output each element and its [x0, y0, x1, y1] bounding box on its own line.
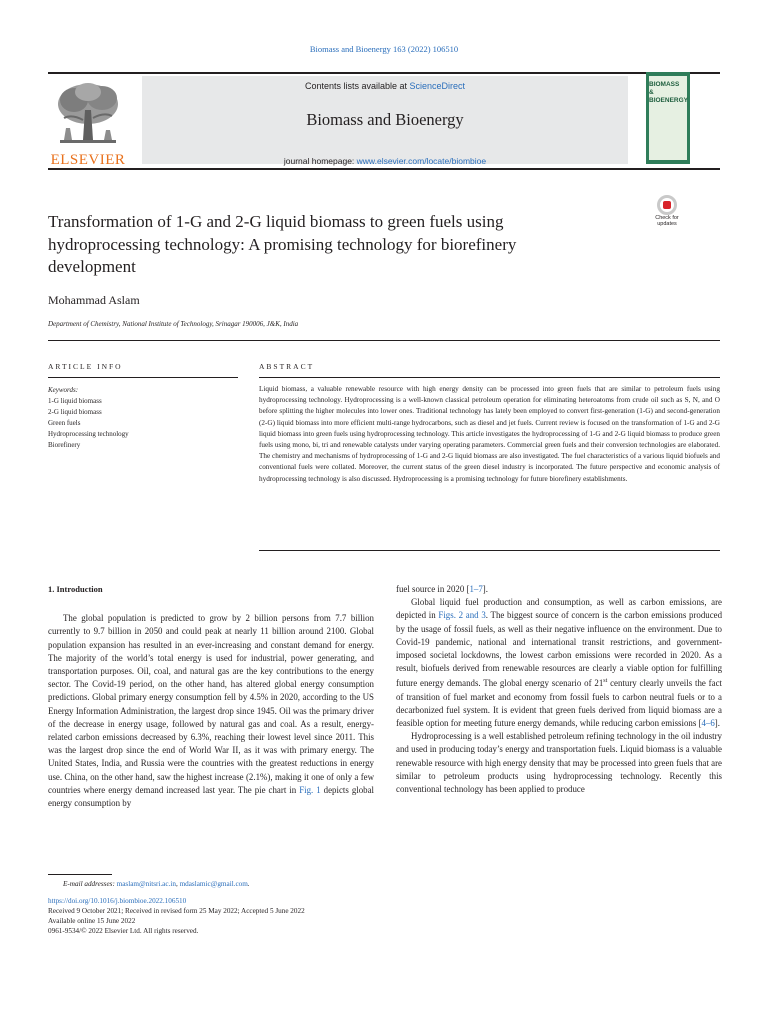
email-link-1[interactable]: maslam@nitsri.ac.in — [116, 880, 176, 888]
body-text: fuel source in 2020 [ — [396, 584, 470, 594]
email-footnote — [48, 879, 720, 889]
body-paragraph — [48, 612, 374, 810]
email-link-2[interactable]: mdaslamic@gmail.com — [179, 880, 248, 888]
journal-cover-thumbnail[interactable] — [646, 72, 690, 164]
abstract-bottom-rule — [259, 550, 720, 551]
check-updates-line-2: updates — [657, 221, 677, 227]
cover-title — [649, 81, 689, 105]
keywords-list — [48, 385, 238, 451]
body-text: Global liquid fuel production and consumption, as well as carbon emissions, are depicted in — [396, 597, 722, 621]
masthead-top-rule — [48, 72, 720, 74]
check-for-updates-badge[interactable] — [648, 195, 688, 235]
email-label: E-mail addresses: — [63, 880, 117, 888]
cover-title-line-1: BIOMASS & — [649, 81, 680, 96]
abstract-rule — [259, 377, 720, 378]
ordinal-superscript: st — [603, 678, 608, 685]
running-head: Biomass and Bioenergy 163 (2022) 106510 — [309, 44, 459, 54]
masthead-bottom-rule — [48, 168, 720, 170]
sciencedirect-link[interactable]: ScienceDirect — [409, 81, 466, 91]
received-dates: Received 9 October 2021; Received in revised form 25 May 2022; Accepted 5 June 2022 — [48, 907, 305, 915]
keyword-item: Biorefinery — [48, 441, 81, 449]
homepage-prefix: journal homepage: — [283, 156, 357, 166]
citation-link[interactable]: 4–6 — [701, 718, 715, 728]
homepage-link[interactable]: www.elsevier.com/locate/biombioe — [356, 156, 487, 166]
article-title: Transformation of 1-G and 2-G liquid biomass to green fuels using hydroprocessing technology: A promising technology for biorefinery development — [48, 212, 517, 276]
body-column-left — [48, 583, 374, 810]
body-text: depicts global energy consumption by — [48, 784, 374, 809]
author-affiliation: Department of Chemistry, National Institute of Technology, Srinagar 190006, J&K, India — [48, 320, 299, 328]
keyword-item: 1-G liquid biomass — [48, 397, 102, 405]
contents-prefix: Contents lists available at — [304, 81, 410, 91]
footnotes — [48, 879, 720, 936]
elsevier-logo[interactable] — [48, 78, 128, 166]
bookmark-icon — [663, 201, 671, 209]
journal-masthead — [48, 72, 720, 168]
elsevier-tree-icon — [52, 80, 124, 148]
check-updates-line-1: Check for — [655, 215, 679, 221]
article-info-rule — [48, 377, 238, 378]
footnote-rule — [48, 874, 112, 875]
section-heading-introduction: 1. Introduction — [48, 584, 103, 594]
figures-2-3-link[interactable]: Figs. 2 and 3 — [438, 610, 486, 621]
body-column-right — [396, 583, 722, 796]
keyword-item: Green fuels — [48, 419, 81, 427]
header-divider — [48, 340, 720, 341]
doi-link[interactable]: https://doi.org/10.1016/j.biombioe.2022.106510 — [48, 897, 187, 905]
author-name[interactable]: Mohammad Aslam — [48, 293, 140, 307]
body-text: . The biggest source of concern is the carbon emissions produced by the usage of fossil fuels, as well as their negative influence on the environment. Due to Covid-19 pandemic, national and international transit restrictions, and government-imposed societal lockdowns, the lowest carbon emissions were recorded in 2020. As a result, biofuels derived from renewable resources are clearly a viable option for fulfilling future energy demands. The global energy scenario of 21 — [396, 610, 723, 689]
check-updates-icon — [657, 195, 677, 215]
copyright-line: 0961-9534/© 2022 Elsevier Ltd. All rights reserved. — [48, 927, 199, 935]
email-end: . — [247, 880, 250, 888]
article-info-label: ARTICLE INFO — [48, 362, 123, 371]
contents-line — [142, 81, 628, 91]
body-paragraph — [396, 596, 722, 730]
cover-title-line-2: BIOENERGY — [649, 97, 689, 104]
abstract-text: Liquid biomass, a valuable renewable resource with high energy density can be processed into green fuels that are similar to petroleum fuels using hydroprocessing technology. Hydroprocessing is a well-known classical petroleum operation for eliminating heteroatoms from crude oil such as S, N, and O before splitting the higher molecules into lower ones. Traditional technology has lately been employed to convert first-generation (1-G) and second-generation (2-G) liquid biomass into more efficient multi-range hydrocarbons, such as diesel and jet fuels. Current review is focused on the transformation of 1-G and 2-G liquid biomass into green fuels using hydroprocessing technology. This article investigates the hydroprocessing of 1-G and 2-G liquid biomass to produce green fuels using mono, bi, tri and renewable catalysts under varying operating parameters. Commercial green fuels and their conversion technologies are elaborated. The chemistry and mechanisms of hydroprocessing of 1-G and 2-G liquid biomass are also investigated. The fuel characteristics of a various liquid biofuels and conventional fuels were collated. Moreover, the current status of the green diesel industry is incorporated. The future perspective and economic analysis of hydroprocessing technology is also discussed. Hydroprocessing is a promising technology for future biorefinery establishments. — [259, 385, 720, 483]
figure-1-link[interactable]: Fig. 1 — [299, 784, 321, 795]
body-text: ]. — [714, 718, 720, 728]
email-separator: , — [175, 880, 180, 888]
journal-banner — [142, 76, 628, 164]
check-updates-label — [648, 215, 686, 227]
body-text: The global population is predicted to grow by 2 billion persons from 7.7 billion currently to 9.7 billion in 2050 and could peak at nearly 11 billion around 2100. Global population expansion has resulted in an ever-increasing and constant demand for energy. The majority of the world’s total energy is used for industrial, power generating, and transportation purposes. Oil, coal, and natural gas are the key contributions to the energy sector. The Covid-19 period, on the other hand, has altered global energy consumption predictions. Global primary energy consumption fell by 4.5% in 2020, according to the US Energy Information Administration, the largest drop since 1945. Oil was the primary driver of the decrease in energy usage, followed by natural gas and coal. As a result, energy-related carbon emissions decreased by 6.3%, reaching their lowest level since 2011. This was the largest drop since the end of World War II, as it was with primary energy. The United States, India, and Russia were the countries with the greatest reductions in energy use. China, on the other hand, saw the highest increase (2.1%), making it one of only a few countries where energy demand increased last year. The pie chart in — [48, 613, 374, 795]
body-text: ]. — [482, 584, 488, 594]
keyword-item: Hydroprocessing technology — [48, 430, 129, 438]
journal-title[interactable]: Biomass and Bioenergy — [306, 110, 464, 129]
journal-homepage-line — [142, 156, 628, 166]
keywords-heading: Keywords: — [48, 386, 79, 394]
body-paragraph: Hydroprocessing is a well established petroleum refining technology in the oil industry and used in producing today’s energy and transportation fuels. Liquid biomass is a valuable renewable resource with high energy density that may be processed into green fuels that are similar to petroleum products using hydroprocessing technology. Recently this conventional technology has been applied to produce — [396, 731, 722, 795]
keyword-item: 2-G liquid biomass — [48, 408, 102, 416]
elsevier-wordmark: ELSEVIER — [50, 152, 126, 168]
body-paragraph — [396, 583, 722, 596]
abstract-label: ABSTRACT — [259, 362, 315, 371]
citation-link[interactable]: 1–7 — [469, 584, 483, 594]
body-text: century clearly unveils the fact of transition of fuel market and economy from fossil fuels to carbon neutral fuels or to a decarbonized fuel system. It is evident that green fuels derived from liquid biomass are a feasible option for meeting future energy demands, while reducing carbon emissions [ — [396, 678, 722, 728]
available-online-date: Available online 15 June 2022 — [48, 917, 136, 925]
